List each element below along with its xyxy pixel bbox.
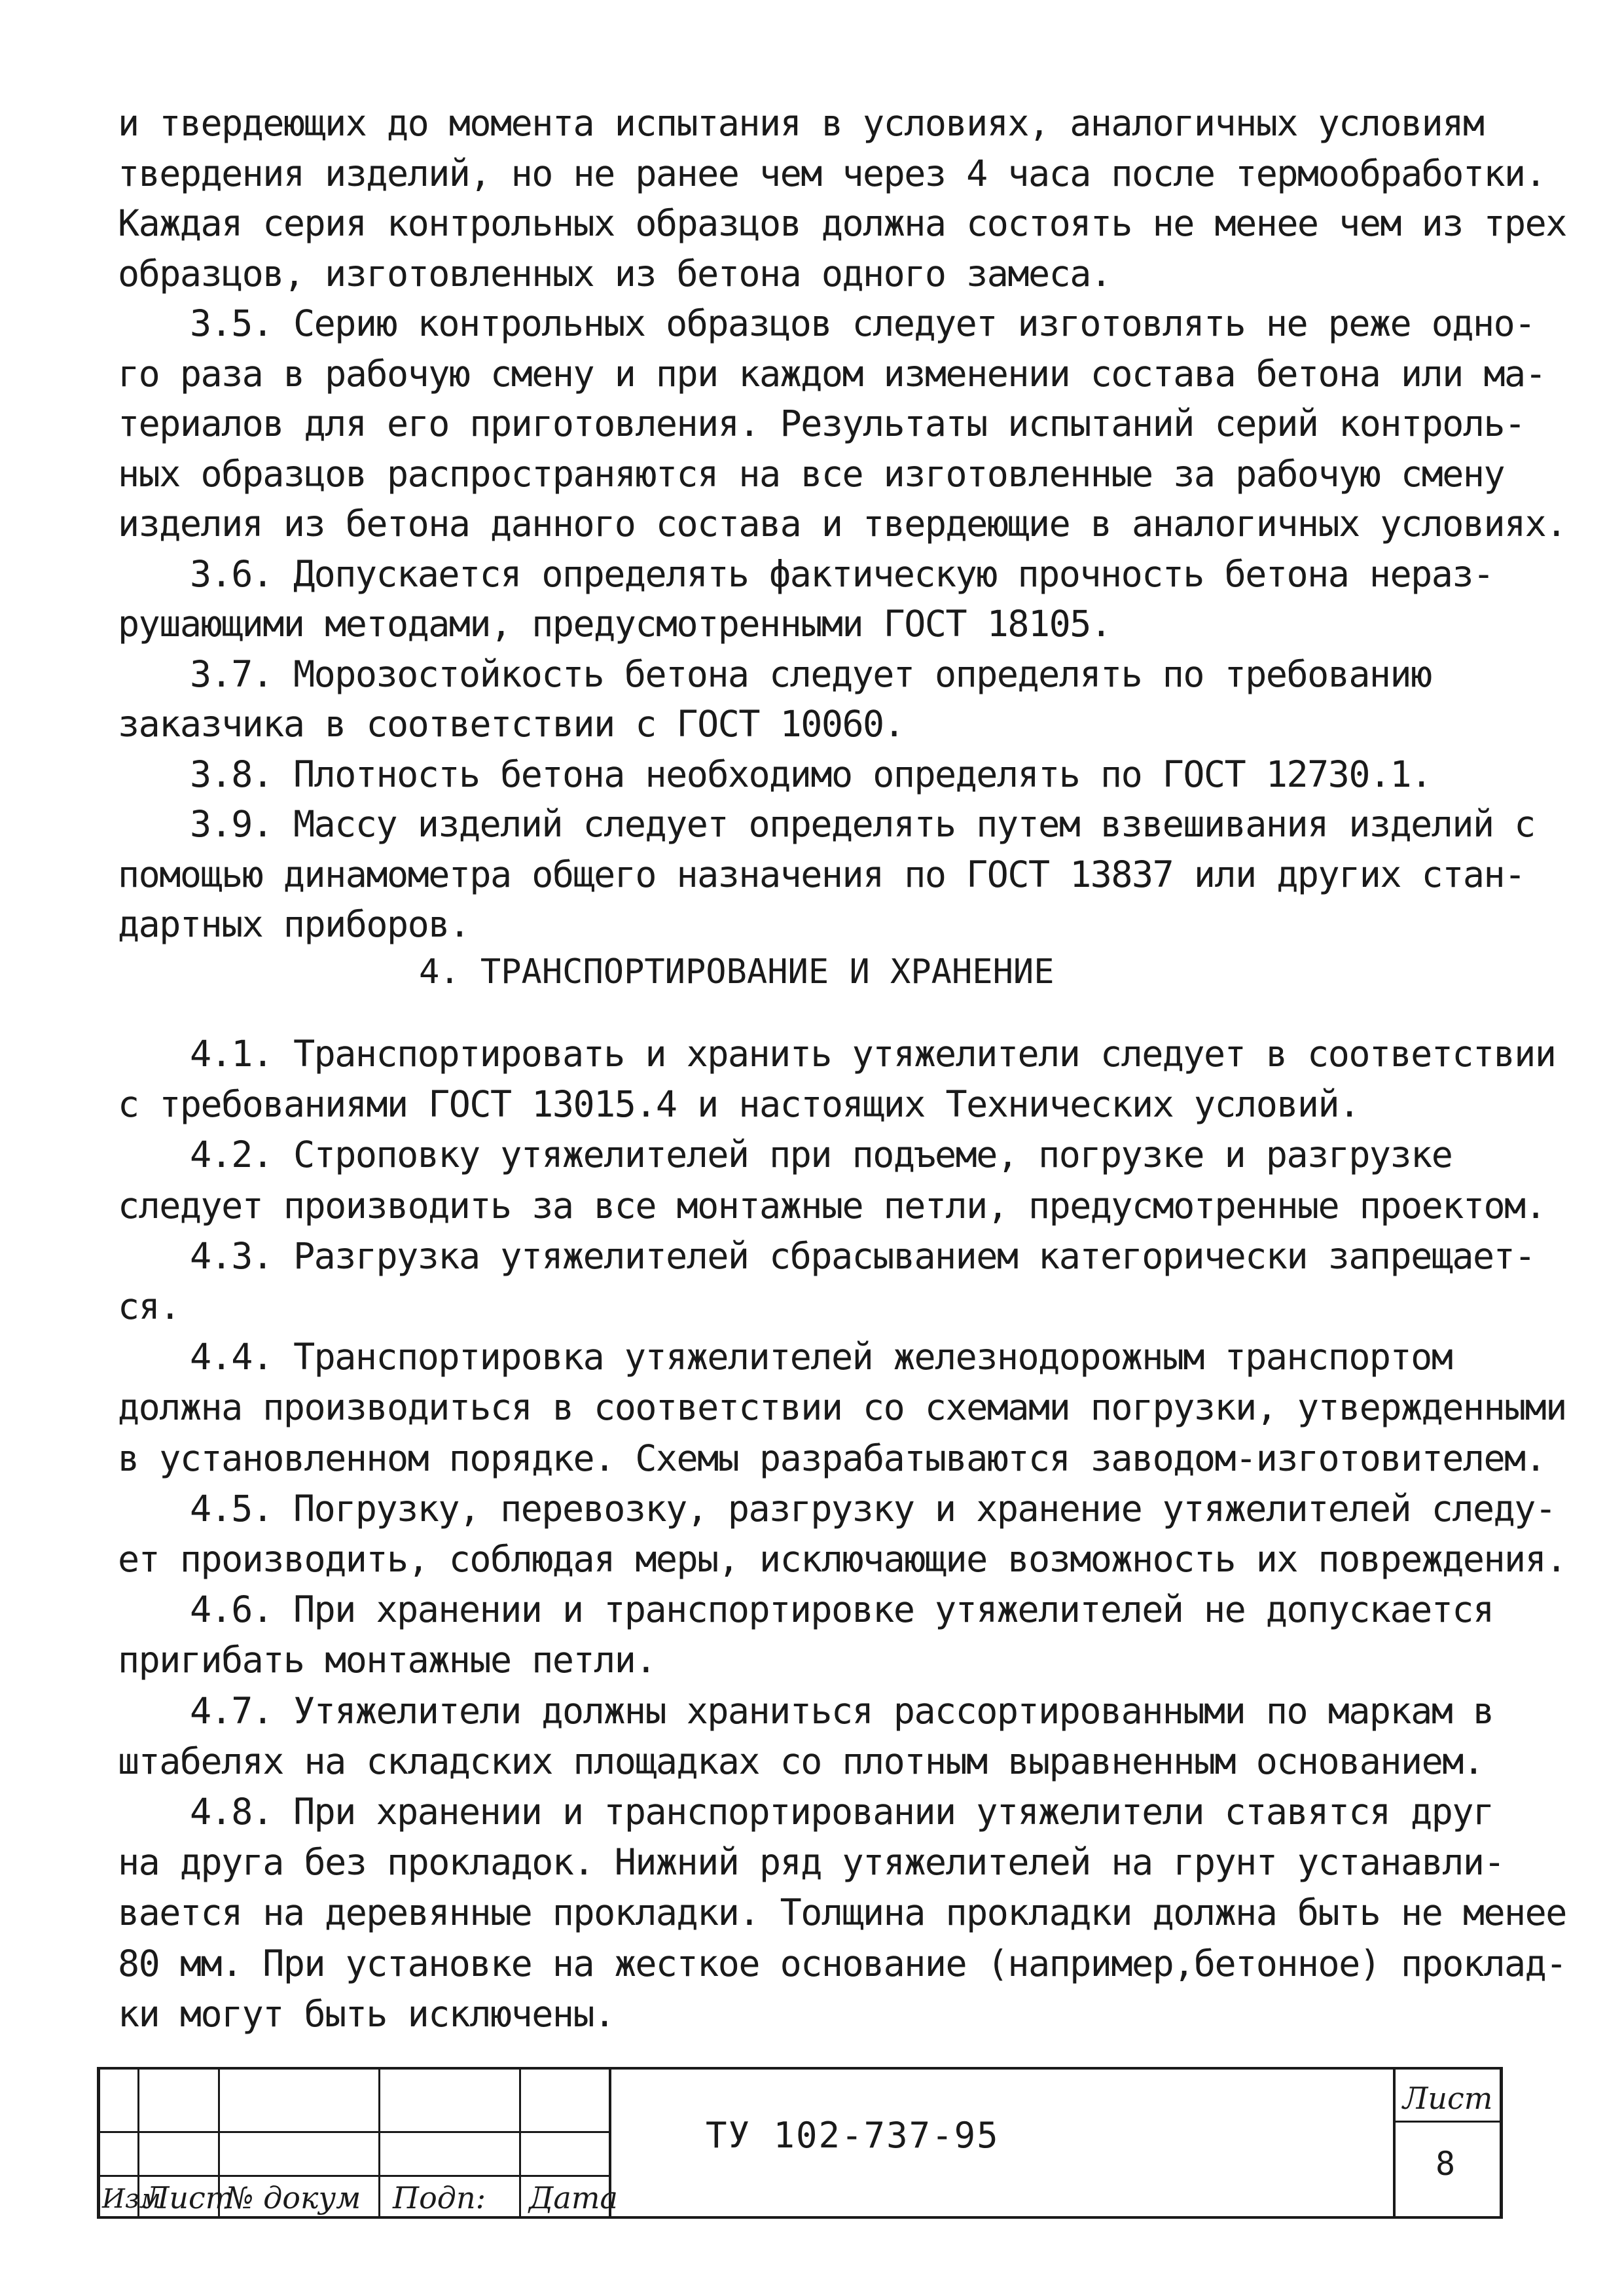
text-line: 4.3. Разгрузка утяжелителей сбрасыванием категорически запрещает-: [190, 1234, 1535, 1277]
text-line: и твердеющих до момента испытания в условиях, аналогичных условиям: [118, 102, 1484, 144]
text-line: твердения изделий, но не ранее чем через 4 часа после термообработки.: [118, 152, 1546, 194]
sheet-label: Лист: [1403, 2081, 1493, 2116]
text-line: 3.5. Серию контрольных образцов следует изготовлять не реже одно-: [190, 302, 1535, 344]
text-line: 4.8. При хранении и транспортировании утяжелители ставятся друг: [190, 1791, 1494, 1833]
text-line: с требованиями ГОСТ 13015.4 и настоящих Технических условий.: [118, 1083, 1360, 1126]
col-label-podp: Подп:: [393, 2180, 486, 2215]
text-line: дартных приборов.: [118, 903, 470, 945]
text-line: вается на деревянные прокладки. Толщина прокладки должна быть не менее: [118, 1892, 1566, 1934]
col-label-izm: Изм: [102, 2184, 161, 2214]
text-line: в установленном порядке. Схемы разрабатываются заводом-изготовителем.: [118, 1437, 1546, 1479]
col-label-data: Дата: [529, 2180, 618, 2215]
text-line: рушающими методами, предусмотренными ГОСТ 18105.: [118, 603, 1111, 645]
text-line: 3.8. Плотность бетона необходимо определять по ГОСТ 12730.1.: [190, 753, 1432, 795]
document-code: ТУ 102-737-95: [706, 2115, 1000, 2156]
text-line: ных образцов распространяются на все изготовленные за рабочую смену: [118, 452, 1505, 495]
text-line: 4.1. Транспортировать и хранить утяжелители следует в соответствии: [190, 1033, 1556, 1075]
text-line: Каждая серия контрольных образцов должна состоять не менее чем из трех: [118, 202, 1566, 244]
text-line: заказчика в соответствии с ГОСТ 10060.: [118, 703, 905, 745]
text-line: териалов для его приготовления. Результаты испытаний серий контроль-: [118, 403, 1525, 444]
col-label-dokum: № докум: [225, 2180, 361, 2215]
text-line: следует производить за все монтажные петли, предусмотренные проектом.: [118, 1184, 1546, 1227]
text-line: изделия из бетона данного состава и твердеющие в аналогичных условиях.: [118, 503, 1566, 545]
text-line: 3.9. Массу изделий следует определять путем взвешивания изделий с: [190, 803, 1535, 845]
title-block: [97, 2067, 1503, 2219]
text-line: помощью динамометра общего назначения по ГОСТ 13837 или других стан-: [118, 853, 1525, 895]
text-line: 4.5. Погрузку, перевозку, разгрузку и хранение утяжелителей следу-: [190, 1487, 1556, 1530]
text-line: должна производиться в соответствии со схемами погрузки, утвержденными: [118, 1386, 1566, 1429]
text-line: 4.2. Строповку утяжелителей при подъеме, погрузке и разгрузке: [190, 1134, 1453, 1176]
text-line: 3.7. Морозостойкость бетона следует определять по требованию: [190, 653, 1432, 695]
text-line: ся.: [118, 1285, 180, 1327]
section-heading: 4. ТРАНСПОРТИРОВАНИЕ И ХРАНЕНИЕ: [419, 952, 1055, 992]
text-line: пригибать монтажные петли.: [118, 1639, 656, 1681]
text-line: штабелях на складских площадках со плотным выравненным основанием.: [118, 1740, 1484, 1782]
text-line: ки могут быть исключены.: [118, 1992, 615, 2035]
text-line: 4.7. Утяжелители должны храниться рассортированными по маркам в: [190, 1689, 1494, 1732]
sheet-number: 8: [1435, 2145, 1456, 2183]
text-line: на друга без прокладок. Нижний ряд утяжелителей на грунт устанавли-: [118, 1841, 1505, 1884]
text-line: 80 мм. При установке на жесткое основание (например,бетонное) проклад-: [118, 1942, 1566, 1984]
text-line: 4.6. При хранении и транспортировке утяжелителей не допускается: [190, 1588, 1494, 1631]
text-line: ет производить, соблюдая меры, исключающие возможность их повреждения.: [118, 1538, 1566, 1580]
text-line: образцов, изготовленных из бетона одного замеса.: [118, 252, 1111, 295]
text-line: 3.6. Допускается определять фактическую прочность бетона нераз-: [190, 552, 1494, 595]
text-line: 4.4. Транспортировка утяжелителей железнодорожным транспортом: [190, 1336, 1453, 1378]
text-line: го раза в рабочую смену и при каждом изменении состава бетона или ма-: [118, 352, 1546, 395]
col-label-list: Лист: [144, 2180, 234, 2215]
